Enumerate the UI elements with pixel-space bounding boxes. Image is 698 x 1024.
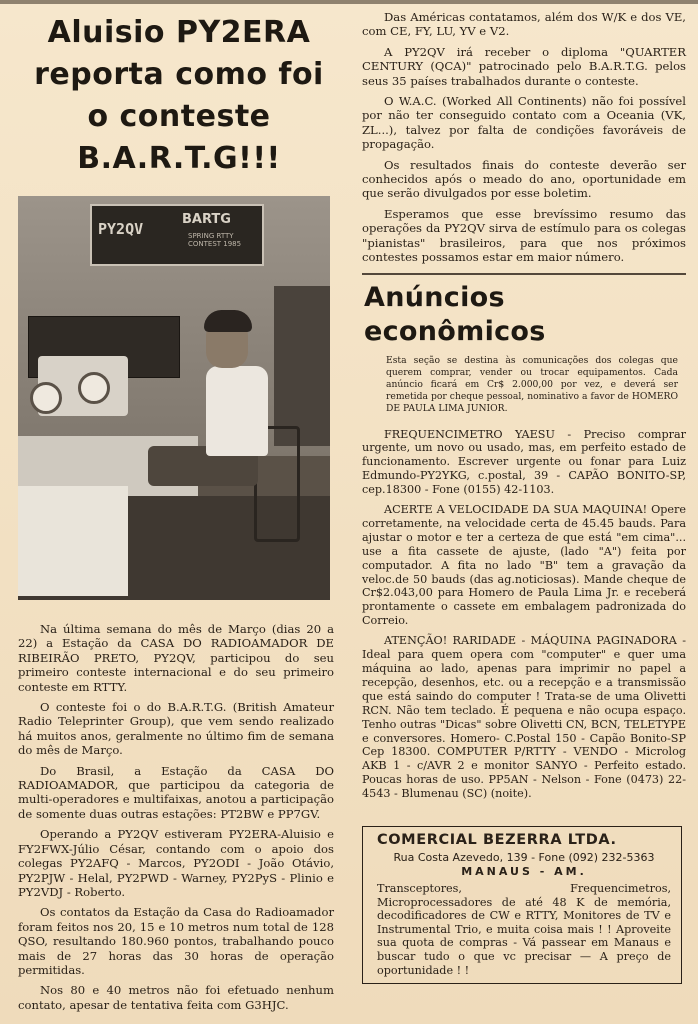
headline-line-3: o conteste (87, 99, 271, 134)
photo-equipment-rack (274, 286, 330, 446)
photo-paper-roll (18, 486, 128, 596)
photo-tape-reel (30, 382, 62, 414)
ads-intro: Esta seção se destina às comunicações dos colegas que querem comprar, vender ou trocar equipamentos. Cada anúncio ficará em Cr$ 2.000,00 por vez, e deverá ser remetida por cheque pessoal, nominativo a favor de HOMERO DE PAULA LIMA JUNIOR. (386, 354, 678, 415)
photo-operator-hair (204, 310, 252, 332)
left-column (14, 8, 344, 180)
advertiser-address: Rua Costa Azevedo, 139 - Fone (092) 232-5363 (393, 851, 655, 864)
article-headline (14, 12, 344, 180)
headline-line-1: Aluisio PY2ERA (47, 15, 311, 50)
advertisement-text: Transceptores, Frequencimetros, Microprocessadores de até 48 K de memória, decodificadores de CW e RTTY, Monitores de TV e Instrumental Trio, e muita coisa mais ! ! Aproveite sua quota de compras - Vá passear em Manaus e buscar tudo o que vc precisar — A preço de oportunidade ! ! (377, 882, 671, 977)
photo-sign-subtitle: SPRING RTTY CONTEST 1985 (188, 232, 242, 248)
article-paragraph: Operando a PY2QV estiveram PY2ERA-Aluisio e FY2FWX-Júlio César, contando com o apoio dos colegas PY2AFQ - Marcos, PY2ODI - João Otávio, PY2PJW - Helal, PY2PWD - Warney, PY2PyS - Plinio e PY2VDJ - Roberto. (18, 827, 334, 899)
classified-ad: ACERTE A VELOCIDADE DA SUA MAQUINA! Opere corretamente, na velocidade certa de 45.45 bauds. Para ajustar o motor e ter a certeza de que está "em cima"... use a fita cassete de ajuste, (lado "A") feita por computador. A fita no lado "B" tem a gravação da veloc.de 50 bauds (das ag.noticiosas). Mande cheque de Cr$2.043,00 para Homero de Paula Lima Jr. e receberá prontamente o cassete em embalagem padronizada do Correio. (362, 503, 686, 628)
article-paragraph: Do Brasil, a Estação da CASA DO RADIOAMADOR, que participou da categoria de multi-operadores e multifaixas, anotou a participação de somente duas outras estações: PT2BW e PP7GV. (18, 763, 334, 821)
photo-sign-bartg: BARTG (182, 212, 231, 227)
article-body-left (18, 622, 334, 1018)
photo-sign-callsign: PY2QV (98, 220, 144, 238)
article-paragraph: Esperamos que esse brevíssimo resumo das operações da PY2QV sirva de estímulo para os colegas "pianistas" brasileiros, para que nos próximos contestes possamos estar em maior número. (362, 206, 686, 265)
right-column (362, 10, 686, 807)
article-paragraph: Nos 80 e 40 metros não foi efetuado nenhum contato, apesar de tentativa feita com G3HJC. (18, 983, 334, 1012)
ads-section-title: Anúncios econômicos (364, 281, 546, 347)
article-paragraph: O conteste foi o do B.A.R.T.G. (British Amateur Radio Teleprinter Group), que vem sendo realizado há muitos anos, geralmente no último fim de semana do mês de Março. (18, 700, 334, 758)
photo-tape-reel (78, 372, 110, 404)
section-divider (362, 273, 686, 275)
advertisement-box (362, 826, 682, 984)
article-paragraph: Na última semana do mês de Março (dias 20 a 22) a Estação da CASA DO RADIOAMADOR DE RIBEIRÃO PRETO, PY2QV, participou do seu primeiro conteste internacional e do seu primeiro conteste em RTTY. (18, 622, 334, 694)
article-paragraph: Os contatos da Estação da Casa do Radioamador foram feitos nos 20, 15 e 10 metros num total de 128 QSO, resultando 180.960 pontos, trabalhando pouco mais de 27 horas das 30 horas de operação permitidas. (18, 905, 334, 977)
article-paragraph: Das Américas contatamos, além dos W/K e dos VE, com CE, FY, LU, YV e V2. (362, 10, 686, 39)
advertiser-city: MANAUS - AM. (461, 865, 587, 878)
article-paragraph: A PY2QV irá receber o diploma "QUARTER CENTURY (QCA)" patrocinado pelo B.A.R.T.G. pelos seus 35 países trabalhados durante o conteste. (362, 44, 686, 88)
article-paragraph: O W.A.C. (Worked All Continents) não foi possível por não ter conseguido contato com a Oceania (VK, ZL...), talvez por falta de condições favoráveis de propagação. (362, 94, 686, 152)
headline-line-2: reporta como foi (34, 57, 324, 92)
photo-sign (90, 204, 264, 266)
headline-line-4: B.A.R.T.G!!! (77, 141, 281, 176)
classified-ad: ATENÇÃO! RARIDADE - MÁQUINA PAGINADORA - Ideal para quem opera com "computer" e quer uma máquina ao lado, apenas para imprimir no papel a recepção, desenhos, etc. ou a recepção e a transmissão que está saindo do computer ! Trata-se de uma Olivetti RCN. Não tem teclado. É pequena e não ocupa espaço. Tenho outras "Dicas" sobre Olivetti CN, BCN, TELETYPE e conversores. Homero- C.Postal 150 - Capão Bonito-SP Cep 18300. COMPUTER P/RTTY - VENDO - Microlog AKB 1 - c/AVR 2 e monitor SANYO - Perfeito estado. Poucas horas de uso. PP5AN - Nelson - Fone (0473) 22-4543 - Blumenau (SC) (noite). (362, 634, 686, 801)
top-rule (0, 0, 698, 4)
station-photo (18, 196, 330, 600)
advertiser-name: COMERCIAL BEZERRA LTDA. (377, 832, 617, 848)
classified-ad: FREQUENCIMETRO YAESU - Preciso comprar urgente, um novo ou usado, mas, em perfeito estado de funcionamento. Escrever urgente ou fonar para Luiz Edmundo-PY2YKG, c.postal, 39 - CAPÃO BONITO-SP, cep.18300 - Fone (0155) 42-1103. (362, 427, 686, 497)
article-paragraph: Os resultados finais do conteste deverão ser conhecidos após o meado do ano, oportunidade em que serão divulgados por esse boletim. (362, 157, 686, 201)
photo-operator-shirt (206, 366, 268, 456)
article-body-right (362, 10, 686, 265)
